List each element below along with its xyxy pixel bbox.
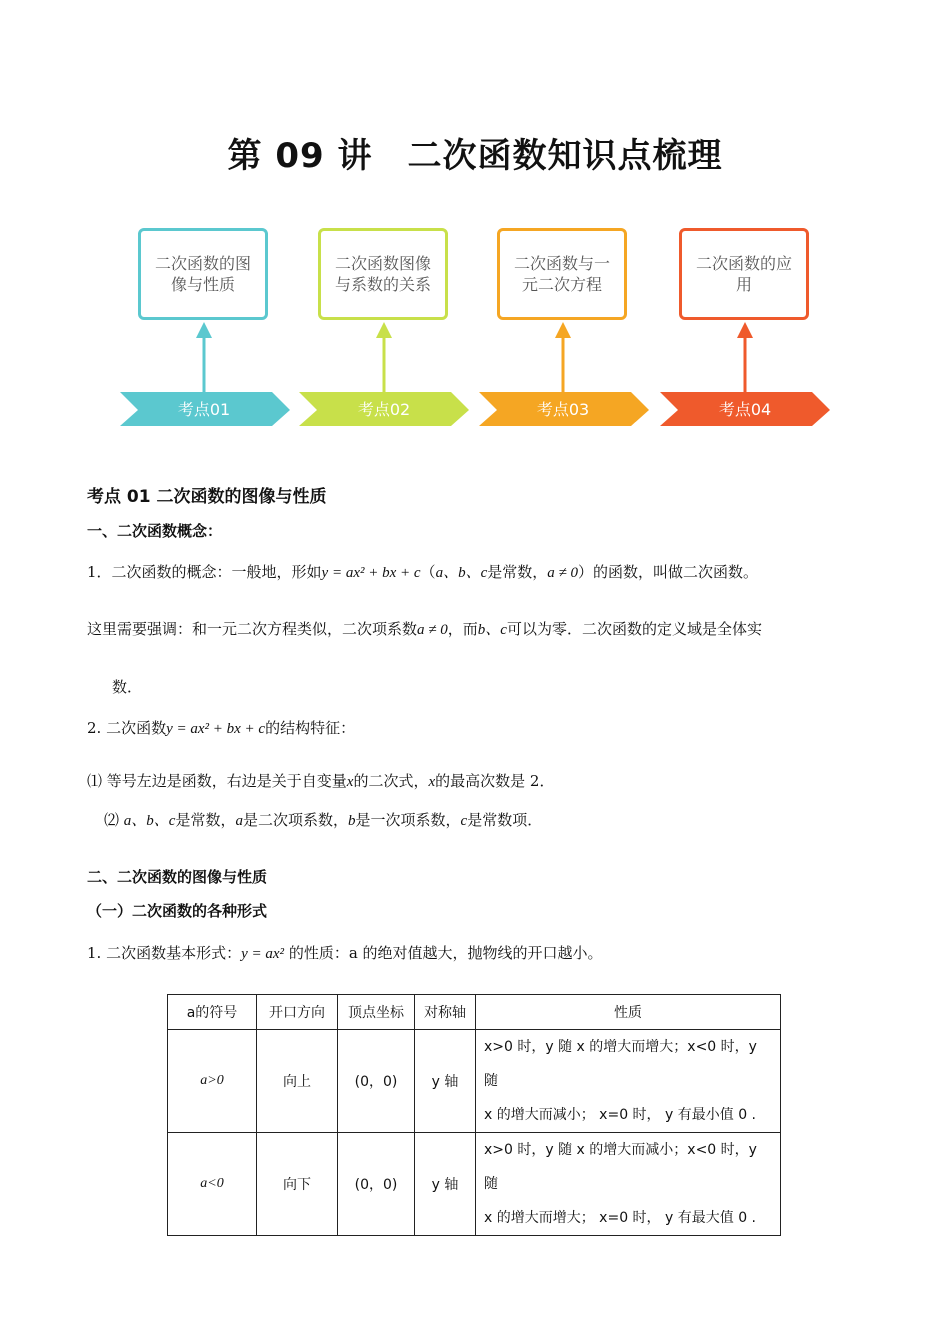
formula: a ≠ 0 [417,622,448,638]
chevron-label-2: 考点02 [357,400,411,419]
formula: y = ax² [241,946,285,962]
subheading-forms: （一）二次函数的各种形式 [87,902,268,920]
formula: a、b、c [435,565,488,581]
paragraph-feature-2 [104,809,542,830]
chevron-label-4: 考点04 [718,400,772,419]
formula: y = ax² + bx + c [166,721,266,737]
paragraph-emphasis-cont: 数． [112,678,143,696]
property-line: x>0 时，y 随 x 的增大而减小；x<0 时，y 随 [484,1142,757,1192]
text: 1. 二次函数基本形式： [87,944,242,962]
table-cell: a>0 [168,1030,257,1133]
table-cell: (0，0) [338,1133,415,1236]
connector-arrow-3 [555,322,571,392]
diagram-box-1: 二次函数的图像与性质 [138,228,268,320]
text: （ [420,563,436,581]
text: 的最高次数是 2． [435,772,555,790]
text: ⑴ 等号左边是函数，右边是关于自变量 [87,772,347,790]
diagram-arrows [0,318,950,430]
table-cell: 向下 [257,1133,338,1236]
chevron-label-3: 考点03 [536,400,590,419]
formula: y = ax² + bx + c [321,565,421,581]
text: 是常数， [487,563,548,581]
page-title: 第 09 讲 二次函数知识点梳理 [227,136,723,176]
formula: b [348,813,356,829]
connector-arrow-2 [376,322,392,392]
property-line: x 的增大而增大； x=0 时， y 有最大值 0 . [484,1210,757,1226]
text: 是一次项系数， [355,811,461,829]
text: 1．二次函数的概念：一般地，形如 [87,563,322,581]
formula: x [346,774,354,790]
table-header: a的符号 [168,995,257,1030]
section-heading-1: 考点 01 二次函数的图像与性质 [87,487,327,507]
table-row [168,1030,781,1133]
paragraph-definition [87,561,758,582]
paragraph-structure [87,717,355,738]
property-line: x>0 时，y 随 x 的增大而增大；x<0 时，y 随 [484,1039,757,1089]
section-heading-2: 二、二次函数的图像与性质 [87,868,268,886]
formula: a ≠ 0 [547,565,578,581]
text: 的二次式， [353,772,429,790]
property-line: x 的增大而减小； x=0 时， y 有最小值 0 . [484,1107,757,1123]
properties-table [167,994,781,1236]
diagram-box-3: 二次函数与一元二次方程 [497,228,627,320]
table-row [168,1133,781,1236]
diagram-box-2: 二次函数图像与系数的关系 [318,228,448,320]
table-cell: y 轴 [415,1030,476,1133]
formula: c [460,813,468,829]
table-header: 开口方向 [257,995,338,1030]
connector-arrow-1 [196,322,212,392]
connector-arrow-4 [737,322,753,392]
text: 可以为零．二次函数的定义域是全体实 [506,620,762,638]
formula: x [428,774,436,790]
text: ⑵ [104,811,120,829]
text: 是常数， [175,811,236,829]
text: 这里需要强调：和一元二次方程类似，二次项系数 [87,620,418,638]
table-header: 顶点坐标 [338,995,415,1030]
table-header: 对称轴 [415,995,476,1030]
formula: a [235,813,243,829]
paragraph-basic-form [87,942,603,963]
text: 的性质：a 的绝对值越大，抛物线的开口越小。 [288,944,603,962]
table-header-row [168,995,781,1030]
chevron-label-1: 考点01 [177,400,231,419]
subheading-concept: 一、二次函数概念： [87,522,223,540]
table-cell-property [476,1133,781,1236]
table-cell: y 轴 [415,1133,476,1236]
text: ，而 [447,620,478,638]
table-cell: 向上 [257,1030,338,1133]
text: 是二次项系数， [242,811,348,829]
table-cell: (0，0) [338,1030,415,1133]
table-cell-property [476,1030,781,1133]
table-cell: a<0 [168,1133,257,1236]
text: 2. 二次函数 [87,719,167,737]
text: 是常数项． [467,811,543,829]
paragraph-emphasis [87,618,762,639]
formula: b、c [477,622,507,638]
paragraph-feature-1 [87,770,554,791]
formula: a、b、c [123,813,176,829]
diagram-box-4: 二次函数的应用 [679,228,809,320]
text: 的结构特征： [265,719,356,737]
table-header: 性质 [476,995,781,1030]
text: ）的函数，叫做二次函数。 [577,563,758,581]
